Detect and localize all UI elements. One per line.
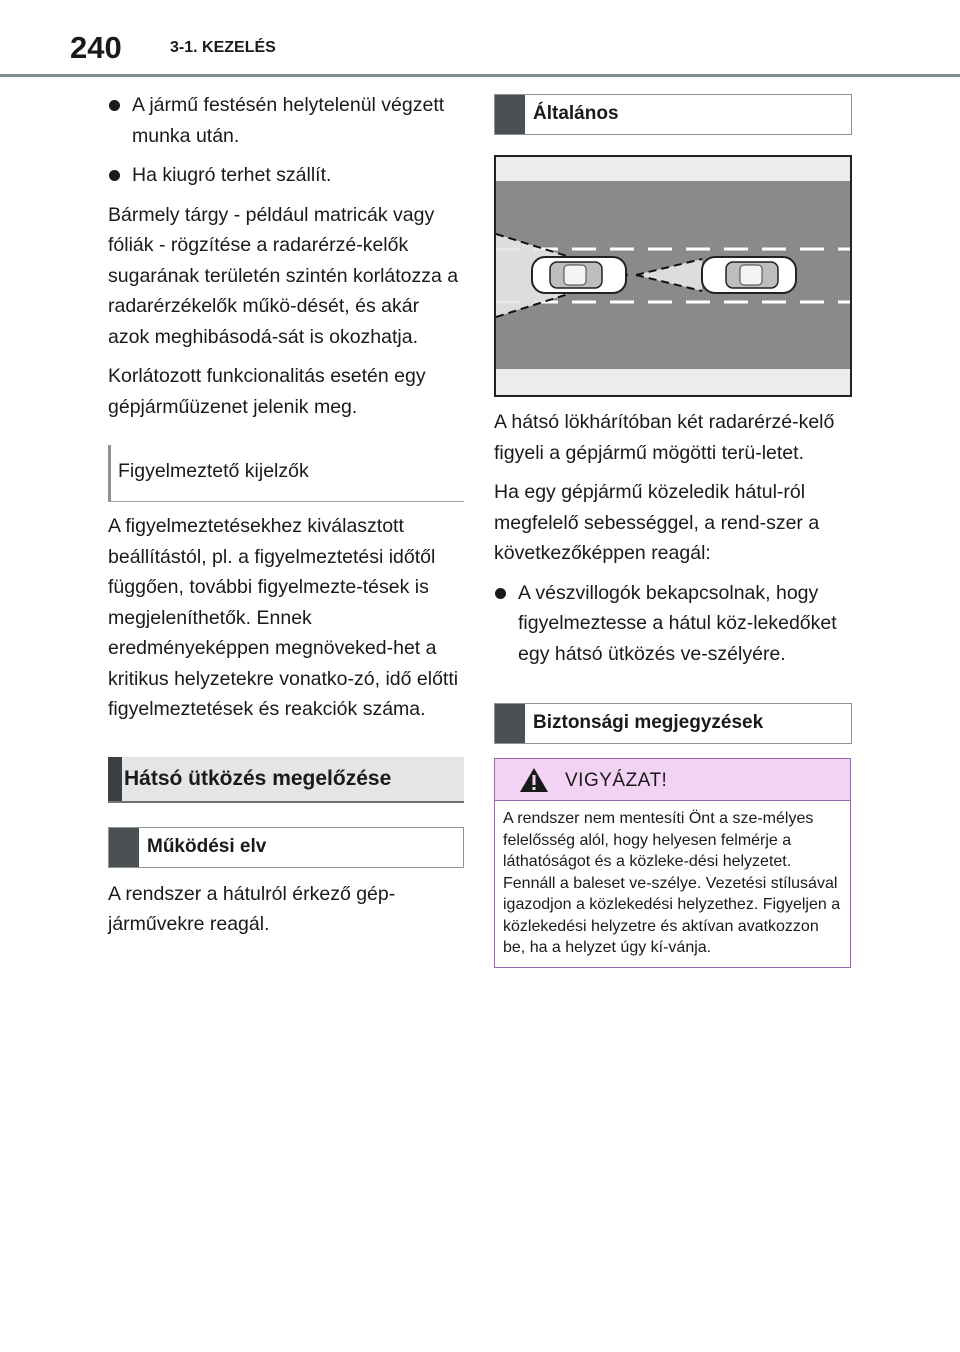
box-heading-bar xyxy=(109,828,139,867)
paragraph-principle: A rendszer a hátulról érkező gép-járművekre reagál. xyxy=(108,882,396,935)
rear-car xyxy=(532,257,626,293)
list-item xyxy=(108,90,464,151)
list-item xyxy=(108,160,464,191)
subheading-text: Figyelmeztető kijelzők xyxy=(118,460,309,482)
left-column xyxy=(108,88,464,940)
paragraph-objects: Bármely tárgy - például matricák vagy fóliák - rögzítése a radarérzé-kelők sugarának területén szintén korlátozza a radarérzékelők műkö-dését, és akár azok meghibásodá-sát is okozhatja. xyxy=(108,203,459,348)
box-heading-text: Biztonsági megjegyzések xyxy=(533,712,764,733)
box-heading-text: Általános xyxy=(533,103,619,124)
bullet-dot-icon xyxy=(109,170,120,181)
warning-body: A rendszer nem mentesíti Önt a sze-mélyes felelősség alól, hogy helyesen felmérje a láthatóságot és a közleke-dési helyzetet. Fennáll a baleset ve-szélye. Vezetési stílusával igazodjon a közlekedési helyzethez. Figyeljen a közlekedési helyzetre és aktívan avatkozzon be, ha a helyzet úgy kí-vánja. xyxy=(503,810,841,956)
paragraph-limited-function: Korlátozott funkcionalitás esetén egy gépjárműüzenet jelenik meg. xyxy=(108,365,426,418)
box-heading-bar xyxy=(495,704,525,743)
chapter-title: 3-1. KEZELÉS xyxy=(170,39,276,56)
bullet-dot-icon xyxy=(495,588,506,599)
front-car xyxy=(702,257,796,293)
bullet-text: A jármű festésén helytelenül végzett munka után. xyxy=(132,94,445,147)
section-heading xyxy=(108,757,464,803)
box-heading-general xyxy=(494,94,852,135)
list-item xyxy=(494,578,852,670)
subheading-warning-display xyxy=(108,445,464,502)
section-heading-bar xyxy=(108,757,122,801)
box-heading-safety xyxy=(494,703,852,744)
page-header xyxy=(0,0,960,80)
radar-diagram xyxy=(496,157,850,395)
right-column xyxy=(494,94,852,968)
paragraph-sensors: A hátsó lökhárítóban két radarérzé-kelő figyeli a gépjármű mögötti terü-letet. xyxy=(494,411,835,464)
bullet-text: A vészvillogók bekapcsolnak, hogy figyelmeztesse a hátul köz-lekedőket egy hátsó ütközés ve-szélyére. xyxy=(518,581,837,665)
page-number: 240 xyxy=(70,30,122,65)
subheading-bar xyxy=(108,445,111,501)
warning-title: VIGYÁZAT! xyxy=(565,770,668,791)
warning-box xyxy=(494,758,851,968)
bullet-text: Ha kiugró terhet szállít. xyxy=(132,164,332,186)
header-rule xyxy=(0,74,960,77)
section-heading-text: Hátsó ütközés megelőzése xyxy=(124,766,392,790)
paragraph-approach: Ha egy gépjármű közeledik hátul-ról megfelelő sebességgel, a rend-szer a következőképpen reagál: xyxy=(494,481,820,564)
box-heading-text: Működési elv xyxy=(147,835,267,857)
radar-illustration xyxy=(494,155,852,397)
box-heading-bar xyxy=(495,95,525,134)
warning-header xyxy=(495,759,850,801)
box-heading-principle xyxy=(108,827,464,868)
warning-triangle-icon xyxy=(519,767,549,798)
bullet-dot-icon xyxy=(109,100,120,111)
paragraph-warnings: A figyelmeztetésekhez kiválasztott beállítástól, pl. a figyelmeztetési időtől függően, további figyelmezte-tések is megjeleníthetők. Ennek eredményeképpen megnöveked-het a kritikus helyzetekre vonatko-zó, idő előtti figyelmeztetések és reakciók száma. xyxy=(108,515,459,720)
